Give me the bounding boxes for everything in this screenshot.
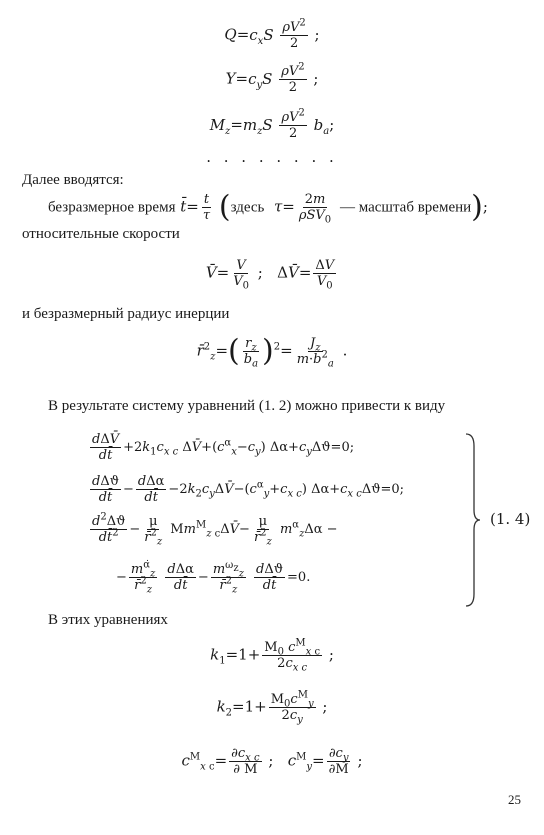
page-number: 25	[508, 792, 521, 807]
paragraph-daleee: Далее вводятся:	[22, 172, 124, 188]
right-brace	[462, 432, 482, 608]
paragraph-radius: и безразмерный радиус инерции	[22, 306, 230, 322]
system-eq-1: $\frac{\text{dΔV̄}}{dt̄}$ $+2k_1c_{x c}$ $\Delta V̄+(c^\alpha_x-c_y)$ $\Delta\alpha+c_y\Delta ϑ=0$;	[92, 432, 355, 463]
equation-number: (1. 4)	[490, 510, 531, 528]
paragraph-result: В результате систему уравнений (1. 2) можно привести к виду	[48, 398, 446, 414]
paragraph-v-etih: В этих уравнениях	[48, 612, 168, 628]
equation-y: $Y=c_yS$ $\frac{\rho V^2}{2}$ ;	[225, 61, 319, 95]
system-eq-3: $\frac{d^2\Delta ϑ}{dt̄^2}$ − $\frac{\mu}{r̄^2_z}$ $Mm^M_{z c}\Delta V̄-$ $\frac{\mu}{r̄^2_z}$ $m^\alpha_z\Delta\alpha$ −	[92, 511, 338, 548]
system-eq-4: − $\frac{m^{\alphȧ}_z}{r̄^2_z}$ $\frac{\text{dΔα}}{dt̄}$ − $\frac{m^{\omega_z}_z}{r̄^2_z}$ $\frac{\text{dΔϑ}}{dt̄}$ =0.	[116, 559, 311, 596]
label-zdes: здесь	[230, 199, 265, 216]
label-bezr-time: безразмерное время	[48, 199, 176, 216]
equation-q: $Q=c_xS$ $\frac{\rho V^2}{2}$ ;	[224, 17, 320, 51]
label-masshtab: — масштаб времени	[339, 199, 472, 216]
equation-mz: $M_z=m_zS$ $\frac{\rho V^2}{2}$ $b_a$;	[209, 107, 335, 141]
equation-k1: $k_1=1+$ $\frac{M_0 c^M_{x c}}{2c_{x c}}$ ;	[210, 637, 334, 674]
paragraph-otn-skor: относительные скорости	[22, 226, 180, 242]
system-eq-2: $\frac{\text{dΔϑ}}{dt̄}$ − $\frac{\text{dΔα}}{dt̄}$ $-2k_2c_y\Delta V̄-(c^\alpha_y+c_{x c})$ $\Delta\alpha+c_{x c}\Delta ϑ=0$;	[92, 474, 405, 505]
equation-radius: r̄$^2_z$=( $\frac{r_z}{b_a}$ )$^2$= $\frac{J_z}{m\cdot b^2_a}$ .	[196, 333, 348, 370]
equation-c-m: $c^M_{x c}=$ $\frac{\partial c_{x c}}{\partial M}$ ; $c^M_y=$ $\frac{\partial c_y}{\partial M}$ ;	[181, 746, 363, 777]
equation-k2: $k_2=1+$ $\frac{M_0c^M_y}{2c_y}$ ;	[216, 689, 328, 726]
equation-time-line: безразмерное время t̄= $\frac{t}{\tau}$ (здесь τ= $\frac{2m}{\rho SV_0}$ — масштаб времени);	[48, 189, 488, 226]
ellipsis-dots: . . . . . . . .	[206, 148, 338, 166]
equation-v-relative: V̄= $\frac{V}{V_0}$ ; ΔV̄= $\frac{\Delta V}{V_0}$	[205, 258, 335, 292]
